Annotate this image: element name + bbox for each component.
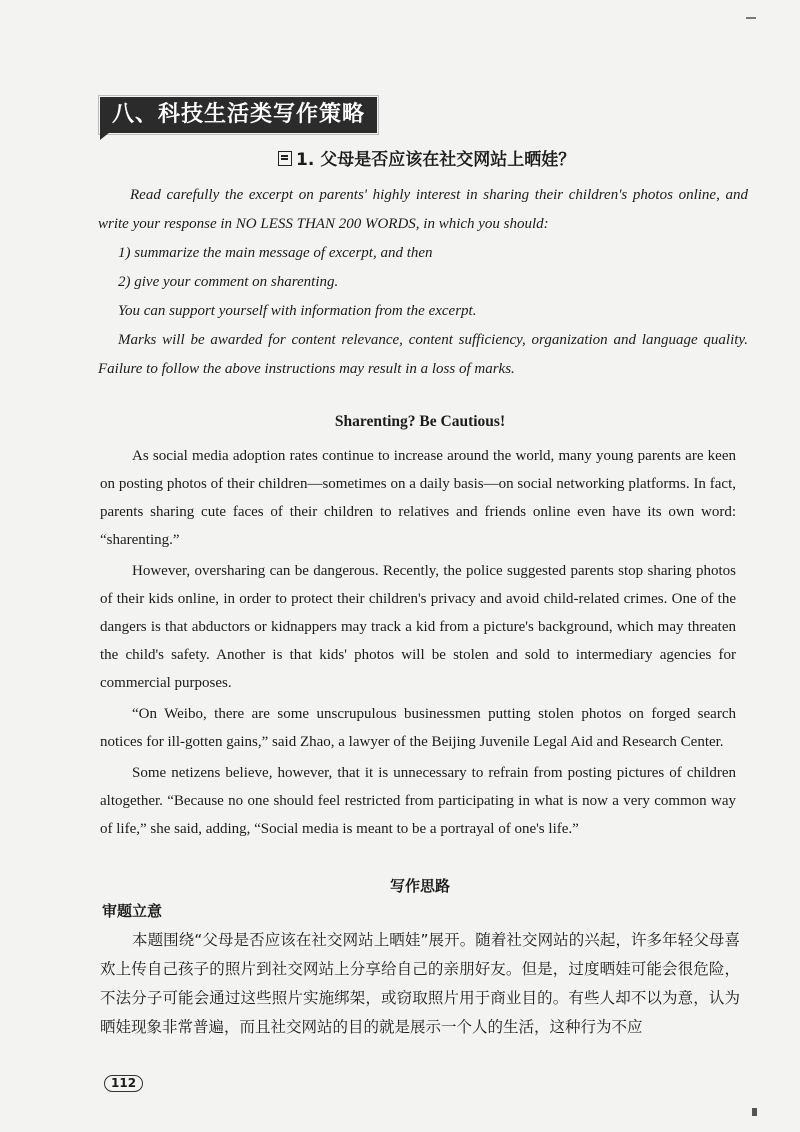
instruction-line: You can support yourself with information from the excerpt.: [118, 303, 477, 319]
analysis-title: 写作思路: [389, 877, 450, 895]
page-number: 112: [104, 1075, 143, 1092]
instruction-line: 2) give your comment on sharenting.: [118, 274, 339, 290]
question-title-text: 1. 父母是否应该在社交网站上晒娃？: [296, 150, 576, 170]
article-paragraph: However, oversharing can be dangerous. Recently, the police suggested parents stop sharing photos of their kids online, in order to protect their children's privacy and avoid child-related crimes. One of the dangers is that abductors or kidnappers may track a kid from a picture's background, which may threaten the child's safety. Another is that kids' photos will be stolen and sold to intermediary agencies for commercial purposes.: [100, 563, 736, 691]
question-title: [278, 148, 578, 172]
section-banner: 八、科技生活类写作策略: [100, 97, 377, 133]
scan-mark: [746, 17, 756, 19]
article-paragraph: Some netizens believe, however, that it is unnecessary to refrain from posting pictures of children altogether. “Because no one should feel restricted from participating in what is now a very common way of life,” she said, adding, “Social media is meant to be a portrayal of one's life.”: [100, 765, 736, 837]
article-body: [100, 442, 736, 843]
instruction-line: Read carefully the excerpt on parents' highly interest in sharing their children's photos online, and write your response in NO LESS THAN 200 WORDS, in which you should:: [98, 187, 748, 232]
instructions: [98, 181, 748, 384]
analysis-subheading: 审题立意: [102, 902, 163, 920]
instruction-line: 1) summarize the main message of excerpt, and then: [118, 245, 433, 261]
analysis-text: 本题围绕“父母是否应该在社交网站上晒娃”展开。随着社交网站的兴起，许多年轻父母喜欢上传自己孩子的照片到社交网站上分享给自己的亲朋好友。但是，过度晒娃可能会很危险，不法分子可能会通过这些照片实施绑架，或窃取照片用于商业目的。有些人却不以为意，认为晒娃现象非常普遍，而且社交网站的目的就是展示一个人的生活，这种行为不应: [100, 931, 740, 1036]
banner-tail: [100, 132, 110, 140]
scan-mark: [752, 1108, 757, 1116]
article-paragraph: As social media adoption rates continue to increase around the world, many young parents are keen on posting photos of their children—sometimes on a daily basis—on social networking platforms. In fact, parents sharing cute faces of their children to relatives and friends online even have its own word: “sharenting.”: [100, 448, 736, 548]
article-title: Sharenting? Be Cautious!: [334, 413, 506, 430]
instruction-line: Marks will be awarded for content relevance, content sufficiency, organization and language quality. Failure to follow the above instructions may result in a loss of marks.: [98, 332, 748, 377]
article-paragraph: “On Weibo, there are some unscrupulous businessmen putting stolen photos on forged search notices for ill-gotten gains,” said Zhao, a lawyer of the Beijing Juvenile Legal Aid and Research Center.: [100, 706, 736, 750]
document-icon: [278, 151, 292, 166]
